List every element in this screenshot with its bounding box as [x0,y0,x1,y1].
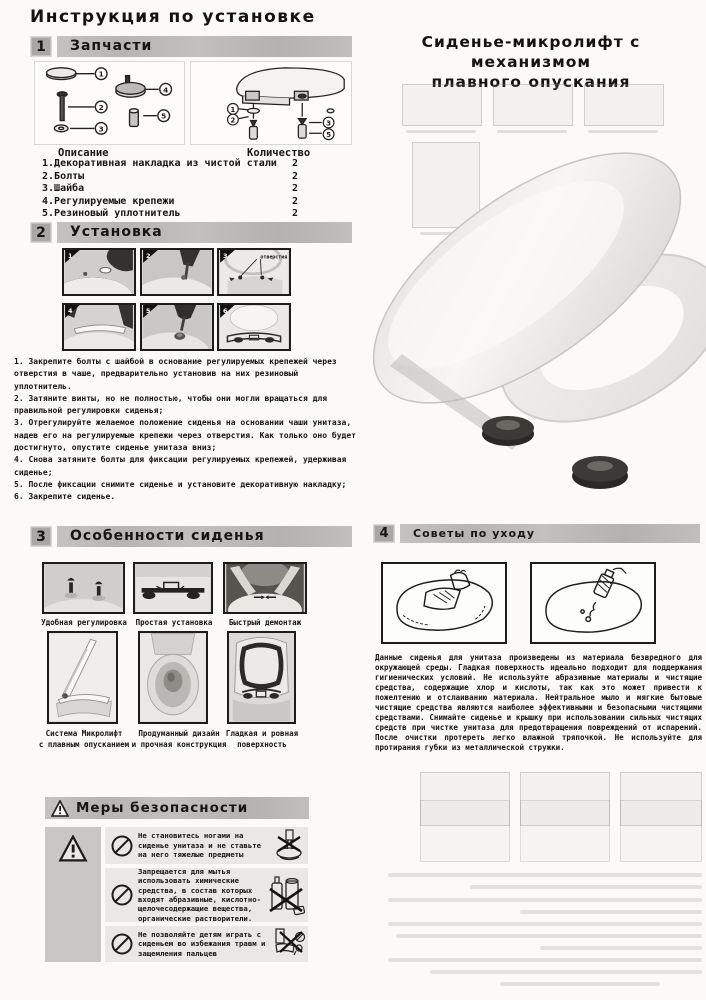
part-name: Регулируемые крепежи [54,195,175,207]
install-step-text-4: 4. Снова затяните болты для фиксации регулируемых крепежей, удерживая сиденье; [14,455,347,477]
step3-photo-icon [219,250,289,294]
install-step-text-5: 5. После фиксации снимите сиденье и установите декоративную накладку; [14,479,347,489]
no-abrasives-icon [532,564,654,642]
prohibited-icon [109,932,135,956]
part-callout-1: 1 [98,69,104,79]
product-photo [362,128,706,518]
feature-caption-easy-install: Простая установка [135,618,213,627]
install-step-photo-3 [217,248,291,296]
section-parts-number: 1 [30,36,52,57]
step-number-badge: 6 [223,306,228,315]
step-number-badge: 4 [68,306,73,315]
section-safety-header [45,797,309,819]
part-qty: 2 [291,170,299,182]
parts-exploded-icon [35,62,184,144]
part-callout-5: 5 [161,111,167,121]
install-step-photo-1 [62,248,136,296]
install-step-text-3: 3. Отрегулируйте желаемое положение сиденья на основании чаши унитаза, надев его на регулируемые крепежи через отверстия. Как только оно будет достигнуто, опустите сиденье унитаза вниз; [14,418,356,453]
safety-rule-text: Не позволяйте детям играть с сиденьем во избежания травм и защемления пальцев [138,929,266,958]
caption-line: с плавным опусканием [38,740,130,749]
install-step-photo-5 [140,303,214,351]
step-number-badge: 2 [146,251,151,260]
safety-rule-row [105,868,308,922]
assembly-callout-5: 5 [326,131,331,140]
section-features-header [30,526,352,547]
part-qty: 2 [291,183,299,195]
install-step-text-6: 6. Закрепите сиденье. [14,492,116,502]
assembly-callout-2: 2 [230,116,236,125]
feature-photo-adjustment [42,562,125,614]
parts-list-item [42,183,310,196]
install-instructions [14,356,358,504]
step5-photo-icon [142,305,212,349]
feature-caption-quick-release: Быстрый демонтаж [228,618,302,627]
warning-icon [51,800,69,817]
section-features-title: Особенности сиденья [57,526,352,547]
step2-photo-icon [142,250,212,294]
feature-caption-smooth [212,728,312,750]
section-install-number: 2 [30,222,52,243]
product-title [370,32,692,92]
assembly-callout-3: 3 [326,119,331,128]
softclose-photo-icon [49,633,116,722]
care-drawing-wipe [381,562,507,644]
parts-list-item [42,171,310,184]
part-index: 5. [42,208,55,220]
part-index: 1. [42,158,55,169]
assembly-callout-1: 1 [230,105,236,114]
part-name: Резиновый уплотнитель [54,208,181,220]
section-parts-title: Запчасти [57,36,352,57]
section-care-header [373,524,700,543]
caption-line: поверхность [237,740,287,749]
safety-rule-text: Запрещается для мытья использовать химические средства, в состав которых входят абразивные, кислотно-щелочесодержащие вещества, органические растворители. [138,866,262,923]
part-name: Болты [54,170,85,182]
easy-install-photo-icon [135,564,211,612]
step4-photo-icon [64,305,134,349]
safety-rule-row [105,926,308,962]
section-install-header [30,222,352,243]
product-title-line1: Сиденье-микролифт с механизмом [421,33,641,71]
prohibited-icon [109,883,135,907]
no-standing-illustration-icon [272,829,306,862]
parts-quantity-diagram [190,61,352,145]
part-qty: 2 [291,195,299,207]
step6-photo-icon [219,305,289,349]
feature-caption-softclose [30,728,138,750]
feature-photo-easy-install [133,562,213,614]
part-index: 2. [42,170,55,182]
care-drawing-no-chemicals [530,562,656,644]
feature-photo-softclose [47,631,118,724]
install-step-photo-4 [62,303,136,351]
quick-release-photo-icon [225,564,305,612]
prohibited-icon [109,834,135,858]
part-callout-2: 2 [98,102,104,112]
no-chemicals-illustration-icon [266,871,306,919]
parts-list [42,158,310,221]
install-step-photo-6 [217,303,291,351]
caption-line: Система Микролифт [45,729,123,738]
part-name: Декоративная накладка из чистой стали [54,158,277,169]
parts-list-item [42,196,310,209]
step1-photo-icon [64,250,134,294]
parts-quantity-label: Количество [247,147,311,159]
design-photo-icon [140,633,206,722]
part-index: 3. [42,183,55,195]
page-title: Инструкция по установке [30,7,316,27]
no-children-illustration-icon [270,928,306,960]
feature-photo-design [138,631,208,724]
step-number-badge: 5 [146,306,151,315]
section-safety-title: Меры безопасности [76,800,249,816]
feature-caption-adjustment: Удобная регулировка [41,618,127,627]
safety-rule-text: Не становитесь ногами на сиденье унитаза и не ставьте на него тяжелые предметы [138,831,262,860]
section-install-title: Установка [57,222,352,243]
feature-photo-quick-release [223,562,307,614]
caption-line: Гладкая и ровная [225,729,299,738]
section-features-number: 3 [30,526,52,547]
adjustment-photo-icon [44,564,123,612]
part-callout-4: 4 [163,85,169,95]
section-parts-header [30,36,352,57]
wipe-seat-icon [383,564,505,642]
caption-line: Продуманный дизайн [138,729,220,738]
feature-photo-smooth [227,631,296,724]
smooth-surface-photo-icon [229,633,294,722]
part-qty: 2 [291,208,299,220]
care-text: Данные сиденья для унитаза произведены из материала безвредного для окружающей среды. Гладкая поверхность идеально подходит для поддержания гигиенических условий. Не используйте абразивные материалы и чистящие средства, содержащие хлор и кислоты, так как это может привести к пожелтению и отслаиванию материала. Нейтральное мыло и мягкие бытовые чистящие средства являются наиболее эффективными и безопасными чистящими средствами. Снимайте сиденье и крышку при использовании сильных чистящих средств при чистке унитаза для предотвращения повреждений от испарений. После очистки протереть легко влажной тряпочкой. Не используйте для протирания губки из металлической стружки. [375,653,702,752]
parts-list-item [42,208,310,221]
section-care-number: 4 [373,524,395,543]
step-number-badge: 1 [68,251,73,260]
safety-side-column [45,827,101,962]
warning-icon [58,835,88,862]
holes-label: отверстия [260,254,288,261]
part-qty: 2 [291,158,299,169]
part-index: 4. [42,195,55,207]
product-title-line2: плавного опускания [431,73,631,91]
parts-description-label: Описание [58,147,109,159]
safety-rule-row [105,827,308,864]
step-number-badge: 3 [223,251,228,260]
parts-description-diagram [34,61,185,145]
part-callout-3: 3 [98,124,104,134]
parts-list-item [42,158,310,171]
install-step-text-1: 1. Закрепите болты с шайбой в основание регулируемых крепежей через отверстия в чаше, предварительно установив на них резиновый уплотнитель. [14,357,337,391]
install-step-text-2: 2. Затяните винты, но не полностью, чтобы они могли вращаться для правильной регулировки сиденья; [14,393,328,416]
install-step-photo-2 [140,248,214,296]
seat-assembly-icon [191,62,351,144]
toilet-seat-photo-icon [362,128,706,518]
part-name: Шайба [54,183,85,195]
caption-line: и прочная конструкция [131,740,227,749]
section-care-title: Советы по уходу [400,524,700,543]
